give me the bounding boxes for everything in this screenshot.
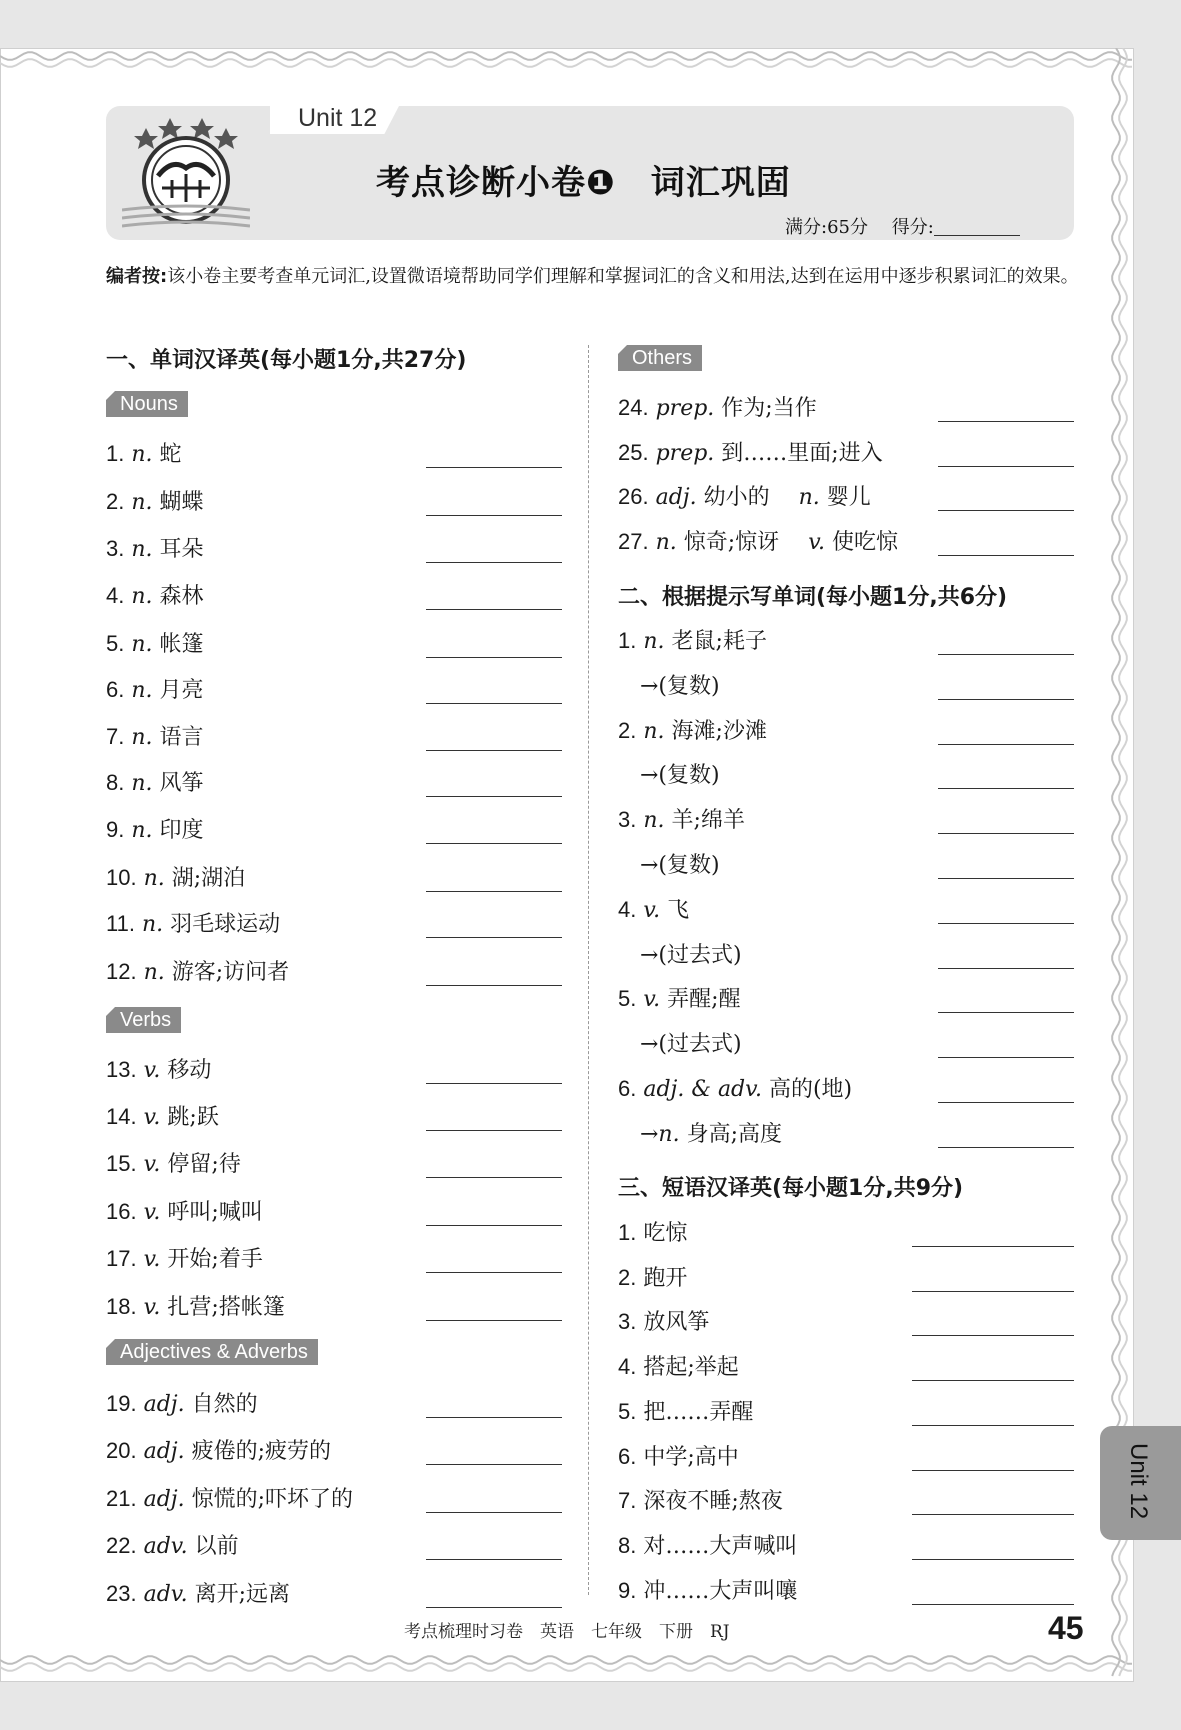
exercise-item	[106, 1387, 258, 1418]
answer-blank[interactable]	[426, 1559, 562, 1560]
exercise-item	[618, 1072, 852, 1103]
part-of-speech: n.	[131, 725, 153, 750]
item-number: 9.	[106, 817, 125, 842]
part-of-speech: v.	[643, 898, 661, 923]
part-of-speech: v.	[643, 987, 661, 1012]
exercise-item	[618, 893, 689, 924]
answer-blank[interactable]	[426, 985, 562, 986]
exercise-item	[106, 720, 204, 751]
item-chinese: 深夜不睡;熬夜	[643, 1489, 783, 1514]
item-number: 22.	[106, 1533, 137, 1558]
answer-blank[interactable]	[426, 1320, 562, 1321]
answer-blank[interactable]	[426, 1225, 562, 1226]
side-tab-label: Unit 12	[1125, 1443, 1152, 1520]
item-number: 8.	[618, 1533, 637, 1558]
item-chinese: 风筝	[159, 771, 204, 796]
footer-text: 考点梳理时习卷 英语 七年级 下册 RJ	[404, 1622, 730, 1642]
part-of-speech: adj.	[143, 1487, 185, 1512]
answer-blank[interactable]	[912, 1604, 1074, 1605]
answer-blank[interactable]	[938, 878, 1074, 879]
exercise-item	[618, 1574, 797, 1605]
item-number: 27.	[618, 529, 649, 554]
part-of-speech: n.	[798, 485, 820, 510]
exercise-item	[106, 766, 204, 797]
answer-blank[interactable]	[426, 515, 562, 516]
answer-blank[interactable]	[426, 703, 562, 704]
answer-blank[interactable]	[938, 510, 1074, 511]
item-chinese: 印度	[159, 818, 204, 843]
part-of-speech: n.	[643, 719, 665, 744]
answer-blank[interactable]	[426, 1177, 562, 1178]
answer-blank[interactable]	[426, 937, 562, 938]
item-number: 6.	[106, 677, 125, 702]
part-of-speech: n.	[131, 818, 153, 843]
item-number: 7.	[106, 724, 125, 749]
section-1-title: 一、单词汉译英(每小题1分,共27分)	[106, 348, 467, 373]
item-number: 1.	[618, 628, 637, 653]
item-chinese: 到……里面;进入	[721, 441, 883, 466]
exercise-item	[618, 1261, 687, 1292]
exercise-item	[640, 1117, 782, 1148]
part-of-speech: n.	[131, 537, 153, 562]
answer-blank[interactable]	[426, 1607, 562, 1608]
item-number: 6.	[618, 1444, 637, 1469]
part-of-speech: n.	[131, 632, 153, 657]
part-of-speech: n.	[643, 629, 665, 654]
item-chinese: 帐篷	[159, 632, 204, 657]
item-chinese: 蛇	[159, 442, 182, 467]
answer-blank[interactable]	[426, 467, 562, 468]
exercise-item	[106, 1053, 211, 1084]
editor-note	[106, 260, 1086, 293]
exercise-item	[106, 579, 204, 610]
answer-blank[interactable]	[938, 744, 1074, 745]
item-number: 21.	[106, 1486, 137, 1511]
exercise-item	[106, 1147, 241, 1178]
answer-blank[interactable]	[912, 1425, 1074, 1426]
item-chinese: 老鼠;耗子	[671, 629, 767, 654]
item-number: 3.	[618, 1309, 637, 1334]
item-number: 19.	[106, 1391, 137, 1416]
full-score: 满分:65分	[785, 217, 868, 238]
answer-blank[interactable]	[938, 555, 1074, 556]
answer-blank[interactable]	[426, 1464, 562, 1465]
exercise-item	[618, 1529, 797, 1560]
part-of-speech: n.	[643, 808, 665, 833]
exercise-item	[106, 1195, 263, 1226]
exercise-item	[106, 861, 245, 892]
part-of-speech: n.	[131, 678, 153, 703]
item-chinese: →(复数)	[640, 853, 720, 878]
item-number: 17.	[106, 1246, 137, 1271]
item-chinese: 森林	[159, 584, 204, 609]
item-number: 3.	[106, 536, 125, 561]
item-number: 7.	[618, 1488, 637, 1513]
column-divider	[588, 345, 589, 1595]
item-chinese: 自然的	[191, 1392, 258, 1417]
item-chinese: 把……弄醒	[643, 1400, 754, 1425]
item-chinese: 羽毛球运动	[170, 912, 281, 937]
part-of-speech: n.	[141, 912, 164, 937]
exercise-item	[106, 1434, 331, 1465]
bottom-wave-border	[0, 1652, 1132, 1676]
group-tag: Nouns	[106, 391, 188, 417]
item-number: 18.	[106, 1294, 137, 1319]
answer-blank[interactable]	[938, 968, 1074, 969]
part-of-speech: adj.	[143, 1392, 185, 1417]
part-of-speech: v.	[143, 1247, 161, 1272]
item-number: 13.	[106, 1057, 137, 1082]
exercise-item	[640, 1027, 742, 1058]
item-chinese: 作为;当作	[721, 396, 817, 421]
answer-blank[interactable]	[912, 1470, 1074, 1471]
part-of-speech: v.	[143, 1152, 161, 1177]
exercise-item	[618, 624, 767, 655]
part-of-speech: n.	[131, 442, 153, 467]
exercise-item	[618, 1350, 739, 1381]
answer-blank[interactable]	[426, 1083, 562, 1084]
section-3-title: 三、短语汉译英(每小题1分,共9分)	[618, 1176, 964, 1201]
answer-blank[interactable]	[912, 1246, 1074, 1247]
part-of-speech: v.	[143, 1200, 161, 1225]
editor-note-key: 编者按:	[106, 266, 168, 287]
item-chinese: →(复数)	[640, 674, 720, 699]
part-of-speech: n.	[143, 866, 165, 891]
item-chinese: 疲倦的;疲劳的	[191, 1439, 332, 1464]
item-chinese: 月亮	[159, 678, 204, 703]
item-number: 26.	[618, 484, 649, 509]
answer-blank[interactable]	[912, 1380, 1074, 1381]
item-chinese: 幼小的	[703, 485, 792, 510]
item-chinese: →(复数)	[640, 763, 720, 788]
page-title: 考点诊断小卷❶ 词汇巩固	[376, 163, 791, 203]
exercise-item	[618, 1484, 783, 1515]
exercise-item	[106, 813, 204, 844]
item-number: 6.	[618, 1076, 637, 1101]
answer-blank[interactable]	[912, 1514, 1074, 1515]
answer-blank[interactable]	[426, 750, 562, 751]
score-line	[785, 213, 1020, 239]
item-chinese: 使吃惊	[832, 530, 899, 555]
item-chinese: 扎营;搭帐篷	[167, 1295, 285, 1320]
answer-blank[interactable]	[426, 562, 562, 563]
part-of-speech: →n.	[640, 1122, 680, 1147]
exercise-item	[640, 848, 720, 879]
item-number: 10.	[106, 865, 137, 890]
item-chinese: 搭起;举起	[643, 1355, 739, 1380]
item-chinese: 羊;绵羊	[671, 808, 745, 833]
exercise-item	[106, 1482, 353, 1513]
answer-blank[interactable]	[938, 654, 1074, 655]
group-tag: Adjectives & Adverbs	[106, 1339, 318, 1365]
item-chinese: 弄醒;醒	[667, 987, 741, 1012]
part-of-speech: v.	[808, 530, 825, 555]
page-number: 45	[1048, 1610, 1084, 1646]
exercise-item	[106, 955, 289, 986]
item-chinese: 中学;高中	[643, 1445, 739, 1470]
item-chinese: 耳朵	[159, 537, 204, 562]
item-number: 4.	[618, 1354, 637, 1379]
part-of-speech: n.	[131, 584, 153, 609]
answer-blank[interactable]	[426, 1417, 562, 1418]
part-of-speech: n.	[143, 960, 165, 985]
answer-blank[interactable]	[426, 609, 562, 610]
answer-blank[interactable]	[938, 1147, 1074, 1148]
answer-blank[interactable]	[426, 1512, 562, 1513]
item-chinese: 呼叫;喊叫	[167, 1200, 263, 1225]
exercise-item	[106, 1100, 219, 1131]
editor-note-text: 该小卷主要考查单元词汇,设置微语境帮助同学们理解和掌握词汇的含义和用法,达到在运用中逐步积累词汇的效果。	[167, 266, 1079, 287]
answer-blank[interactable]	[938, 788, 1074, 789]
item-chinese: 身高;高度	[686, 1122, 783, 1147]
item-chinese: 游客;访问者	[171, 960, 290, 985]
answer-blank[interactable]	[426, 891, 562, 892]
item-chinese: 跳;跃	[167, 1105, 219, 1130]
part-of-speech: v.	[143, 1105, 161, 1130]
top-wave-border	[0, 48, 1132, 70]
exercise-item	[640, 669, 720, 700]
item-number: 2.	[618, 718, 637, 743]
item-number: 5.	[106, 631, 125, 656]
item-chinese: →(过去式)	[640, 1032, 742, 1057]
item-chinese: 海滩;沙滩	[671, 719, 767, 744]
item-chinese: 高的(地)	[768, 1077, 853, 1102]
exercise-item	[618, 1216, 687, 1247]
answer-blank[interactable]	[938, 1012, 1074, 1013]
item-number: 1.	[618, 1220, 637, 1245]
item-chinese: →(过去式)	[640, 943, 742, 968]
exercise-item	[106, 673, 204, 704]
part-of-speech: adj. & adv.	[643, 1077, 762, 1102]
item-chinese: 跑开	[643, 1266, 688, 1291]
exercise-item	[106, 1529, 239, 1560]
group-tag: Verbs	[106, 1007, 181, 1033]
exercise-item	[618, 714, 767, 745]
exercise-item	[640, 758, 720, 789]
part-of-speech: adj.	[655, 485, 697, 510]
item-number: 4.	[106, 583, 125, 608]
part-of-speech: n.	[655, 530, 677, 555]
score-blank[interactable]	[934, 235, 1020, 236]
item-number: 20.	[106, 1438, 137, 1463]
item-number: 14.	[106, 1104, 137, 1129]
item-chinese: 婴儿	[826, 485, 871, 510]
answer-blank[interactable]	[426, 1272, 562, 1273]
answer-blank[interactable]	[938, 421, 1074, 422]
group-tag: Others	[618, 345, 702, 371]
score-label: 得分:	[891, 217, 934, 238]
part-of-speech: n.	[131, 771, 153, 796]
exercise-item	[106, 485, 204, 516]
answer-blank[interactable]	[912, 1291, 1074, 1292]
part-of-speech: adv.	[143, 1582, 188, 1607]
answer-blank[interactable]	[426, 843, 562, 844]
exercise-item	[618, 525, 898, 556]
exercise-item	[618, 1440, 739, 1471]
item-chinese: 离开;远离	[194, 1582, 291, 1607]
answer-blank[interactable]	[938, 466, 1074, 467]
item-number: 4.	[618, 897, 637, 922]
item-chinese: 蝴蝶	[159, 490, 204, 515]
item-chinese: 语言	[159, 725, 204, 750]
exercise-item	[106, 627, 204, 658]
section-2-title: 二、根据提示写单词(每小题1分,共6分)	[618, 585, 1008, 610]
unit-label: Unit 12	[298, 104, 378, 132]
exercise-item	[618, 391, 817, 422]
exercise-item	[618, 1305, 709, 1336]
part-of-speech: v.	[143, 1295, 161, 1320]
item-chinese: 移动	[167, 1058, 212, 1083]
part-of-speech: v.	[143, 1058, 161, 1083]
exercise-item	[106, 1290, 285, 1321]
item-number: 12.	[106, 959, 137, 984]
exercise-item	[618, 436, 883, 467]
item-number: 5.	[618, 1399, 637, 1424]
exercise-item	[618, 1395, 753, 1426]
part-of-speech: adj.	[143, 1439, 185, 1464]
answer-blank[interactable]	[938, 833, 1074, 834]
exercise-item	[618, 982, 741, 1013]
item-number: 2.	[618, 1265, 637, 1290]
answer-blank[interactable]	[938, 923, 1074, 924]
exercise-item	[640, 938, 742, 969]
answer-blank[interactable]	[426, 796, 562, 797]
item-chinese: 飞	[667, 898, 690, 923]
item-number: 25.	[618, 440, 649, 465]
item-number: 9.	[618, 1578, 637, 1603]
exercise-item	[106, 907, 280, 938]
answer-blank[interactable]	[938, 699, 1074, 700]
item-chinese: 放风筝	[643, 1310, 710, 1335]
item-chinese: 以前	[194, 1534, 239, 1559]
item-number: 23.	[106, 1581, 137, 1606]
answer-blank[interactable]	[938, 1057, 1074, 1058]
item-chinese: 吃惊	[643, 1221, 688, 1246]
exercise-item	[618, 480, 871, 511]
item-chinese: 开始;着手	[167, 1247, 263, 1272]
item-chinese: 冲……大声叫嚷	[643, 1579, 798, 1604]
part-of-speech: prep.	[655, 441, 715, 466]
exercise-item	[106, 532, 204, 563]
item-number: 3.	[618, 807, 637, 832]
item-number: 16.	[106, 1199, 137, 1224]
item-chinese: 停留;待	[167, 1152, 241, 1177]
item-number: 5.	[618, 986, 637, 1011]
answer-blank[interactable]	[426, 657, 562, 658]
item-number: 8.	[106, 770, 125, 795]
item-number: 24.	[618, 395, 649, 420]
item-number: 15.	[106, 1151, 137, 1176]
item-chinese: 湖;湖泊	[171, 866, 246, 891]
part-of-speech: n.	[131, 490, 153, 515]
item-number: 11.	[106, 911, 135, 936]
item-number: 2.	[106, 489, 125, 514]
answer-blank[interactable]	[938, 1102, 1074, 1103]
exercise-item	[106, 1242, 263, 1273]
answer-blank[interactable]	[912, 1335, 1074, 1336]
exercise-item	[106, 437, 182, 468]
publisher-logo	[122, 118, 250, 236]
part-of-speech: prep.	[655, 396, 715, 421]
answer-blank[interactable]	[426, 1130, 562, 1131]
item-chinese: 惊慌的;吓坏了的	[191, 1487, 354, 1512]
item-chinese: 惊奇;惊讶	[683, 530, 802, 555]
exercise-item	[106, 1577, 290, 1608]
answer-blank[interactable]	[912, 1559, 1074, 1560]
exercise-item	[618, 803, 745, 834]
item-number: 1.	[106, 441, 125, 466]
item-chinese: 对……大声喊叫	[643, 1534, 798, 1559]
part-of-speech: adv.	[143, 1534, 188, 1559]
